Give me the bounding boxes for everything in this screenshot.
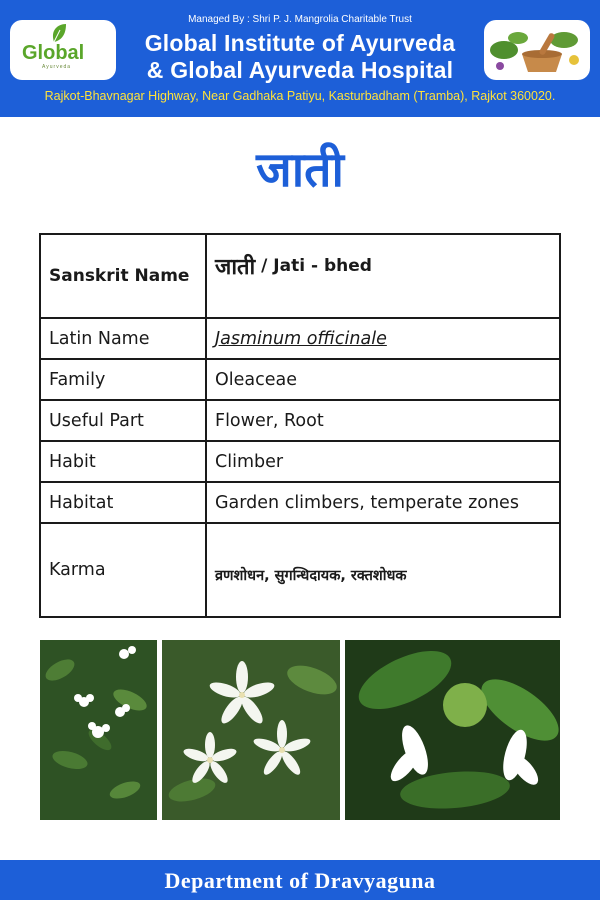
karma-label: Karma — [40, 523, 206, 617]
department-name: Department of Dravyaguna — [164, 868, 436, 893]
address-text: Rajkot-Bhavnagar Highway, Near Gadhaka Patiyu, Kasturbadham (Tramba), Rajkot 360020. — [44, 89, 556, 103]
header-band — [0, 0, 600, 117]
institute-title: Global Institute of Ayurveda — [144, 30, 456, 56]
jasmine-photo-vine — [40, 640, 157, 820]
logo-subtext: Ayurveda — [42, 64, 72, 70]
hospital-title: & Global Ayurveda Hospital — [146, 57, 454, 83]
useful-part-label: Useful Part — [40, 400, 206, 441]
sanskrit-name-devanagari: जाती — [215, 255, 256, 280]
habit-label: Habit — [40, 441, 206, 482]
plant-info-table — [39, 233, 561, 618]
family-label: Family — [40, 359, 206, 400]
footer-band — [0, 860, 600, 900]
herbs-illustration — [484, 20, 590, 80]
managed-by-text: Managed By : Shri P. J. Mangrolia Charitable Trust — [188, 14, 412, 25]
table-row — [40, 400, 560, 441]
latin-name-label: Latin Name — [40, 318, 206, 359]
latin-name-text: Jasminum officinale — [215, 328, 387, 349]
family-value: Oleaceae — [206, 359, 560, 400]
plant-title: जाती — [256, 142, 344, 198]
sanskrit-name-value — [206, 234, 560, 318]
latin-name-value — [206, 318, 560, 359]
herbs-mortar-image — [484, 20, 590, 80]
table-row — [40, 482, 560, 523]
useful-part-value: Flower, Root — [206, 400, 560, 441]
habitat-label: Habitat — [40, 482, 206, 523]
table-row — [40, 359, 560, 400]
sanskrit-name-label: Sanskrit Name — [40, 234, 206, 318]
table-row — [40, 523, 560, 617]
jasmine-photo-closeup — [345, 640, 560, 820]
table-row — [40, 234, 560, 318]
jasmine-photo-flowers — [162, 640, 340, 820]
sanskrit-name-transliteration: / Jati - bhed — [255, 256, 372, 276]
table-row — [40, 318, 560, 359]
habitat-value: Garden climbers, temperate zones — [206, 482, 560, 523]
karma-value: व्रणशोधन, सुगन्धिदायक, रक्तशोधक — [206, 523, 560, 617]
habit-value: Climber — [206, 441, 560, 482]
logo-wordmark: Global — [22, 42, 85, 64]
table-row — [40, 441, 560, 482]
